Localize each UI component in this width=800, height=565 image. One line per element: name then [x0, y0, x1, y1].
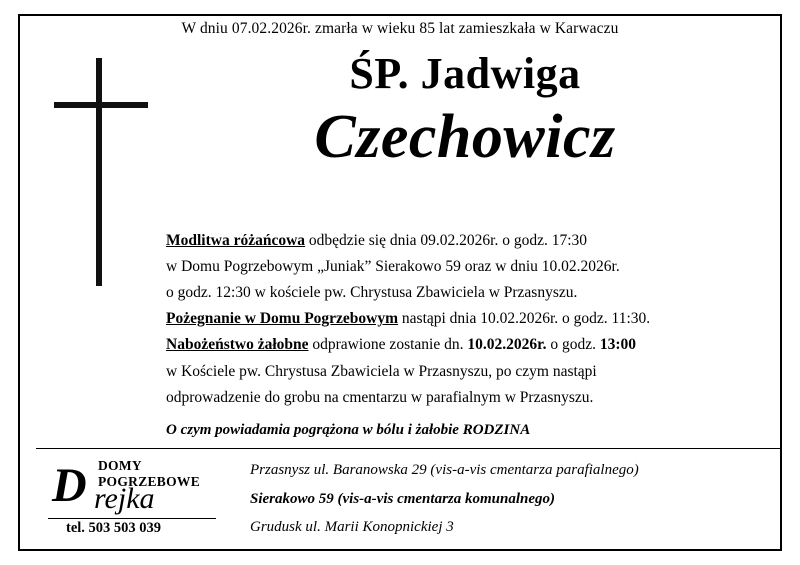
cross-horizontal-bar [54, 102, 148, 108]
funeral-home-logo [42, 456, 218, 536]
logo-line-1: DOMY [98, 458, 142, 473]
address-przasnysz: Przasnysz ul. Baranowska 29 (vis-a-vis cmentarza parafialnego) [250, 462, 639, 478]
rosary-rest: odbędzie się dnia 09.02.2026r. o godz. 17:30 [305, 232, 588, 249]
rosary-location-line: w Domu Pogrzebowym „Juniak” Sierakowo 59 oraz w dniu 10.02.2026r. [166, 258, 620, 276]
funeral-service-label: Nabożeństwo żałobne [166, 336, 309, 354]
ceremony-details [166, 228, 760, 411]
address-sierakowo: Sierakowo 59 (vis-a-vis cmentarza komunalnego) [250, 490, 556, 507]
deceased-first-name: ŚP. Jadwiga [349, 49, 581, 98]
rosary-church-line: o godz. 12:30 w kościele pw. Chrystusa Zbawiciela w Przasnyszu. [166, 284, 578, 302]
farewell-rest: nastąpi dnia 10.02.2026r. o godz. 11:30. [398, 310, 651, 328]
deceased-last-name: Czechowicz [314, 103, 616, 172]
cross-icon [44, 58, 164, 288]
logo-line-2: POGRZEBOWE [98, 473, 201, 489]
phone-number: tel. 503 503 039 [66, 520, 162, 536]
rosary-label: Modlitwa różańcowa [166, 232, 306, 249]
branch-addresses [250, 456, 776, 542]
funeral-service-date: 10.02.2026r. [467, 336, 547, 354]
footer-divider [36, 448, 782, 449]
address-grudusk: Grudusk ul. Marii Konopnickiej 3 [250, 519, 454, 535]
logo-underline [48, 518, 216, 519]
deceased-name-block [150, 50, 780, 174]
burial-line: odprowadzenie do grobu na cmentarzu w parafialnym w Przasnyszu. [166, 388, 594, 406]
farewell-line [166, 306, 760, 331]
logo-initial-letter: D [52, 459, 87, 512]
farewell-label: Pożegnanie w Domu Pogrzebowym [166, 310, 399, 328]
funeral-service-time: 13:00 [599, 336, 637, 354]
death-announcement-line: W dniu 07.02.2026r. zmarła w wieku 85 lat zamieszkała w Karwaczu [181, 20, 619, 37]
funeral-service-mid: odprawione zostanie dn. [308, 336, 468, 354]
funeral-service-mid2: o godz. [546, 336, 600, 354]
funeral-church-line: w Kościele pw. Chrystusa Zbawiciela w Przasnyszu, po czym nastąpi [166, 362, 597, 380]
cross-vertical-bar [96, 58, 102, 286]
rosary-line [166, 228, 760, 253]
family-notice-line: O czym powiadamia pogrążona w bólu i żałobie RODZINA [166, 422, 531, 438]
funeral-service-line [166, 332, 760, 357]
logo-brand-word: rejka [94, 482, 155, 515]
